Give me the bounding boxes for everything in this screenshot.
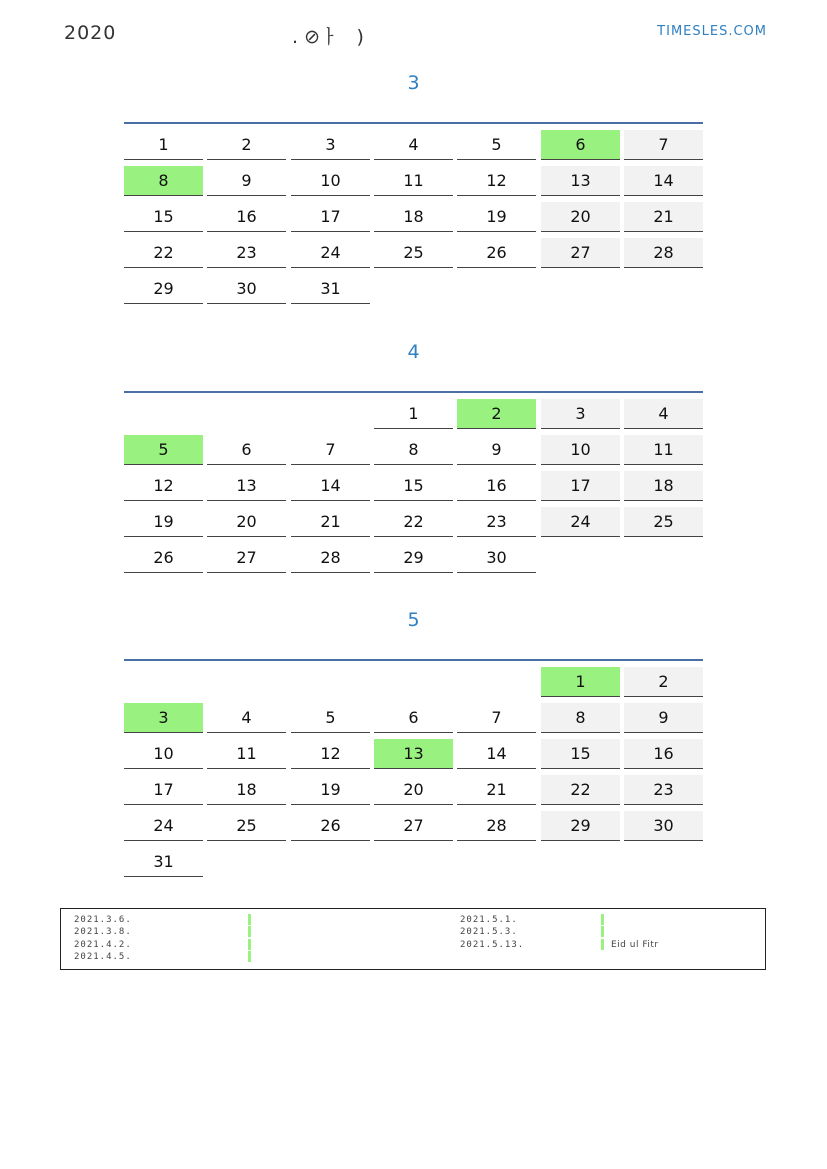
day-cell[interactable]: 21 (457, 775, 536, 805)
day-cell[interactable]: 1 (541, 667, 620, 697)
day-cell[interactable]: 19 (124, 507, 203, 537)
day-cell[interactable]: 27 (374, 811, 453, 841)
day-cell[interactable]: 23 (624, 775, 703, 805)
day-cell[interactable]: 29 (124, 274, 203, 304)
day-cell[interactable]: 24 (124, 811, 203, 841)
day-cell[interactable]: 1 (124, 130, 203, 160)
legend-date: 2021.5.3. (460, 927, 518, 937)
day-cell[interactable]: 13 (541, 166, 620, 196)
day-cell[interactable]: 7 (457, 703, 536, 733)
day-cell[interactable]: 30 (624, 811, 703, 841)
day-cell[interactable]: 30 (207, 274, 286, 304)
day-cell[interactable]: 4 (624, 399, 703, 429)
day-cell[interactable]: 2 (207, 130, 286, 160)
day-cell[interactable]: 20 (541, 202, 620, 232)
month-title: 3 (407, 72, 420, 94)
day-cell[interactable]: 24 (541, 507, 620, 537)
day-cell[interactable]: 15 (541, 739, 620, 769)
day-cell[interactable]: 10 (291, 166, 370, 196)
day-cell[interactable]: 23 (457, 507, 536, 537)
day-cell[interactable]: 29 (374, 543, 453, 573)
month-grid (124, 122, 703, 298)
day-cell[interactable]: 2 (457, 399, 536, 429)
day-cell[interactable]: 20 (374, 775, 453, 805)
day-cell[interactable]: 5 (124, 435, 203, 465)
day-cell[interactable]: 30 (457, 543, 536, 573)
day-cell[interactable]: 24 (291, 238, 370, 268)
day-cell[interactable]: 17 (291, 202, 370, 232)
day-cell[interactable]: 25 (624, 507, 703, 537)
month-march (124, 68, 703, 298)
month-grid (124, 659, 703, 871)
day-cell[interactable]: 2 (624, 667, 703, 697)
day-cell[interactable]: 19 (457, 202, 536, 232)
day-cell[interactable]: 7 (291, 435, 370, 465)
day-cell[interactable]: 7 (624, 130, 703, 160)
day-cell[interactable]: 12 (457, 166, 536, 196)
day-cell[interactable]: 27 (541, 238, 620, 268)
day-cell[interactable]: 11 (374, 166, 453, 196)
day-cell[interactable]: 28 (624, 238, 703, 268)
day-cell[interactable]: 18 (207, 775, 286, 805)
day-cell[interactable]: 16 (624, 739, 703, 769)
day-cell[interactable]: 19 (291, 775, 370, 805)
day-cell[interactable]: 13 (207, 471, 286, 501)
day-cell[interactable]: 22 (374, 507, 453, 537)
day-cell[interactable]: 8 (541, 703, 620, 733)
day-cell[interactable]: 11 (624, 435, 703, 465)
day-cell[interactable]: 18 (374, 202, 453, 232)
day-cell[interactable]: 9 (457, 435, 536, 465)
holiday-marker (248, 914, 251, 925)
day-cell[interactable]: 9 (624, 703, 703, 733)
legend-date: 2021.5.13. (460, 940, 525, 950)
holiday-marker (248, 939, 251, 950)
holiday-marker (248, 926, 251, 937)
day-cell[interactable]: 31 (291, 274, 370, 304)
legend-date: 2021.5.1. (460, 915, 518, 925)
day-cell[interactable]: 29 (541, 811, 620, 841)
day-cell[interactable]: 14 (457, 739, 536, 769)
day-cell[interactable]: 28 (457, 811, 536, 841)
day-cell[interactable]: 26 (457, 238, 536, 268)
holiday-marker (601, 939, 604, 950)
legend-date: 2021.3.8. (74, 927, 132, 937)
day-cell[interactable]: 8 (374, 435, 453, 465)
day-cell[interactable]: 17 (124, 775, 203, 805)
day-cell[interactable]: 21 (291, 507, 370, 537)
legend-date: 2021.4.2. (74, 940, 132, 950)
day-cell[interactable]: 26 (291, 811, 370, 841)
legend-date: 2021.4.5. (74, 952, 132, 962)
month-april (124, 337, 703, 567)
day-cell[interactable]: 10 (541, 435, 620, 465)
day-cell[interactable]: 16 (207, 202, 286, 232)
day-cell[interactable]: 13 (374, 739, 453, 769)
day-cell[interactable]: 14 (624, 166, 703, 196)
day-cell[interactable]: 12 (124, 471, 203, 501)
day-cell[interactable]: 18 (624, 471, 703, 501)
day-cell[interactable]: 4 (374, 130, 453, 160)
brand-logo[interactable]: TIMESLES.COM (657, 24, 767, 39)
month-grid (124, 391, 703, 567)
day-cell[interactable]: 21 (624, 202, 703, 232)
day-cell[interactable]: 3 (291, 130, 370, 160)
day-cell[interactable]: 31 (124, 847, 203, 877)
day-cell[interactable]: 25 (374, 238, 453, 268)
holiday-marker (601, 926, 604, 937)
header-year: 2020 (64, 22, 117, 44)
month-title: 4 (407, 341, 420, 363)
day-cell[interactable]: 4 (207, 703, 286, 733)
day-cell[interactable]: 3 (124, 703, 203, 733)
day-cell[interactable]: 25 (207, 811, 286, 841)
day-cell[interactable]: 6 (374, 703, 453, 733)
day-cell[interactable]: 27 (207, 543, 286, 573)
legend-holiday-name: Eid ul Fitr (611, 940, 659, 950)
month-may (124, 605, 703, 871)
holiday-marker (601, 914, 604, 925)
day-cell[interactable]: 11 (207, 739, 286, 769)
day-cell[interactable]: 20 (207, 507, 286, 537)
day-cell[interactable]: 14 (291, 471, 370, 501)
day-cell[interactable]: 10 (124, 739, 203, 769)
day-cell[interactable]: 16 (457, 471, 536, 501)
day-cell[interactable]: 28 (291, 543, 370, 573)
legend-date: 2021.3.6. (74, 915, 132, 925)
holiday-marker (248, 951, 251, 962)
day-cell[interactable]: 5 (291, 703, 370, 733)
day-cell[interactable]: 3 (541, 399, 620, 429)
day-cell[interactable]: 26 (124, 543, 203, 573)
day-cell[interactable]: 15 (124, 202, 203, 232)
day-cell[interactable]: 5 (457, 130, 536, 160)
day-cell[interactable]: 6 (541, 130, 620, 160)
day-cell[interactable]: 9 (207, 166, 286, 196)
day-cell[interactable]: 23 (207, 238, 286, 268)
holiday-legend (60, 908, 766, 970)
header-title: . ⊘ㅏ ) (292, 26, 364, 48)
day-cell[interactable]: 17 (541, 471, 620, 501)
day-cell[interactable]: 6 (207, 435, 286, 465)
day-cell[interactable]: 1 (374, 399, 453, 429)
day-cell[interactable]: 12 (291, 739, 370, 769)
month-title: 5 (407, 609, 420, 631)
day-cell[interactable]: 15 (374, 471, 453, 501)
day-cell[interactable]: 8 (124, 166, 203, 196)
day-cell[interactable]: 22 (124, 238, 203, 268)
day-cell[interactable]: 22 (541, 775, 620, 805)
